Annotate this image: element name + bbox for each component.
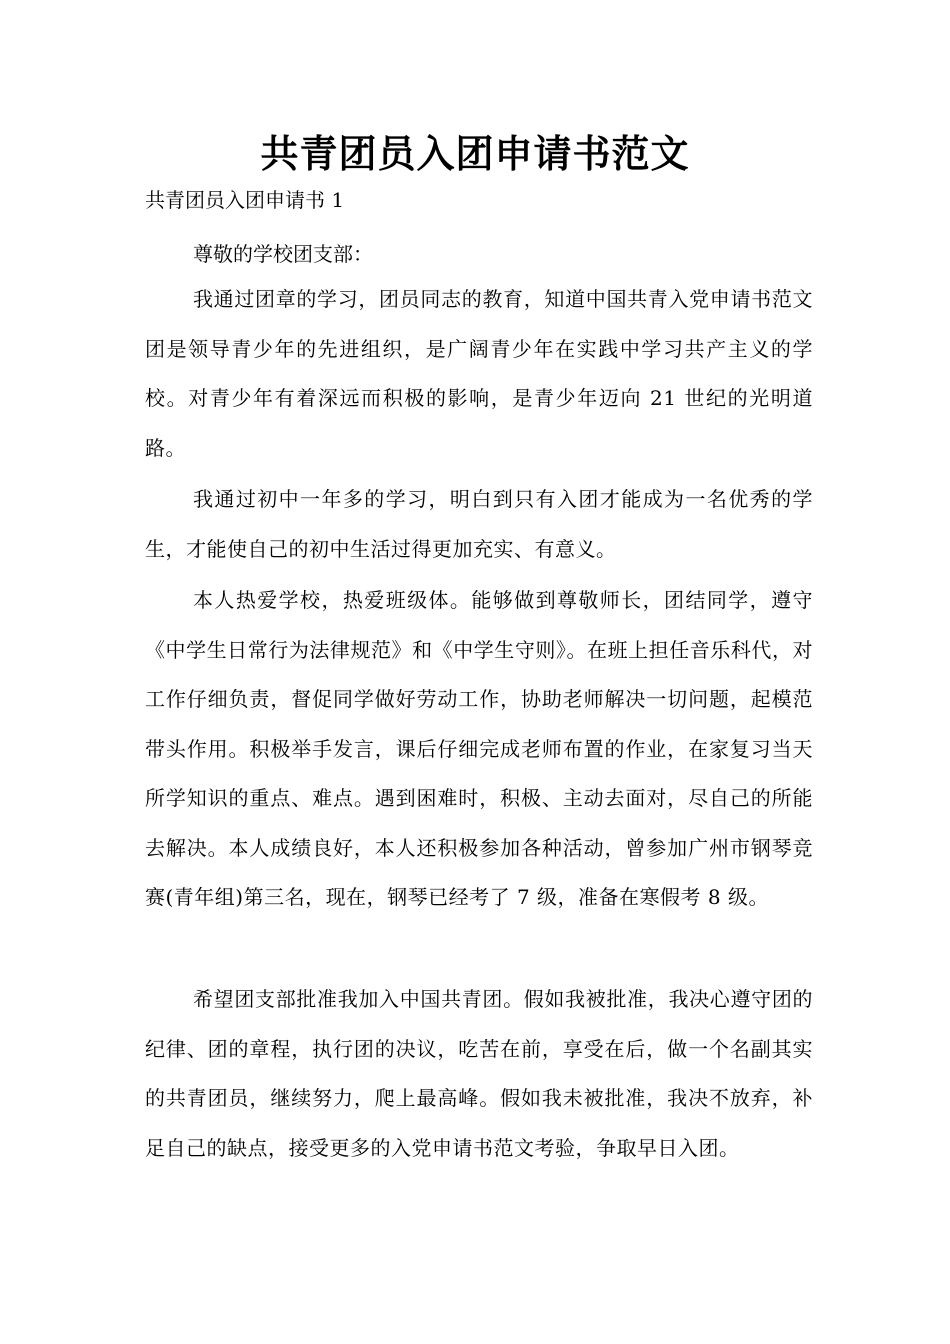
document-subtitle: 共青团员入团申请书 1 bbox=[145, 188, 345, 212]
document-title: 共青团员入团申请书范文 bbox=[260, 132, 690, 176]
body-paragraph: 希望团支部批准我加入中国共青团。假如我被批准，我决心遵守团的纪律、团的章程，执行团的决议，吃苦在前，享受在后，做一个名副其实的共青团员，继续努力，爬上最高峰。假如我未被批准，我决不放弃，补足自己的缺点，接受更多的入党申请书范文考验，争取早日入团。 bbox=[145, 987, 813, 1160]
salutation: 尊敬的学校团支部： bbox=[193, 242, 373, 266]
body-paragraph: 我通过初中一年多的学习，明白到只有入团才能成为一名优秀的学生，才能使自己的初中生活过得更加充实、有意义。 bbox=[145, 487, 813, 561]
body-paragraph: 本人热爱学校，热爱班级体。能够做到尊敬师长，团结同学，遵守《中学生日常行为法律规范》和《中学生守则》。在班上担任音乐科代，对工作仔细负责，督促同学做好劳动工作，协助老师解决一切问题，起模范带头作用。积极举手发言，课后仔细完成老师布置的作业，在家复习当天所学知识的重点、难点。遇到困难时，积极、主动去面对，尽自己的所能去解决。本人成绩良好，本人还积极参加各种活动，曾参加广州市钢琴竞赛(青年组)第三名，现在，钢琴已经考了 7 级，准备在寒假考 8 级。 bbox=[145, 588, 813, 909]
body-paragraph: 我通过团章的学习，团员同志的教育，知道中国共青入党申请书范文团是领导青少年的先进组织，是广阔青少年在实践中学习共产主义的学校。对青少年有着深远而积极的影响，是青少年迈向 21 世纪的光明道路。 bbox=[145, 287, 813, 460]
